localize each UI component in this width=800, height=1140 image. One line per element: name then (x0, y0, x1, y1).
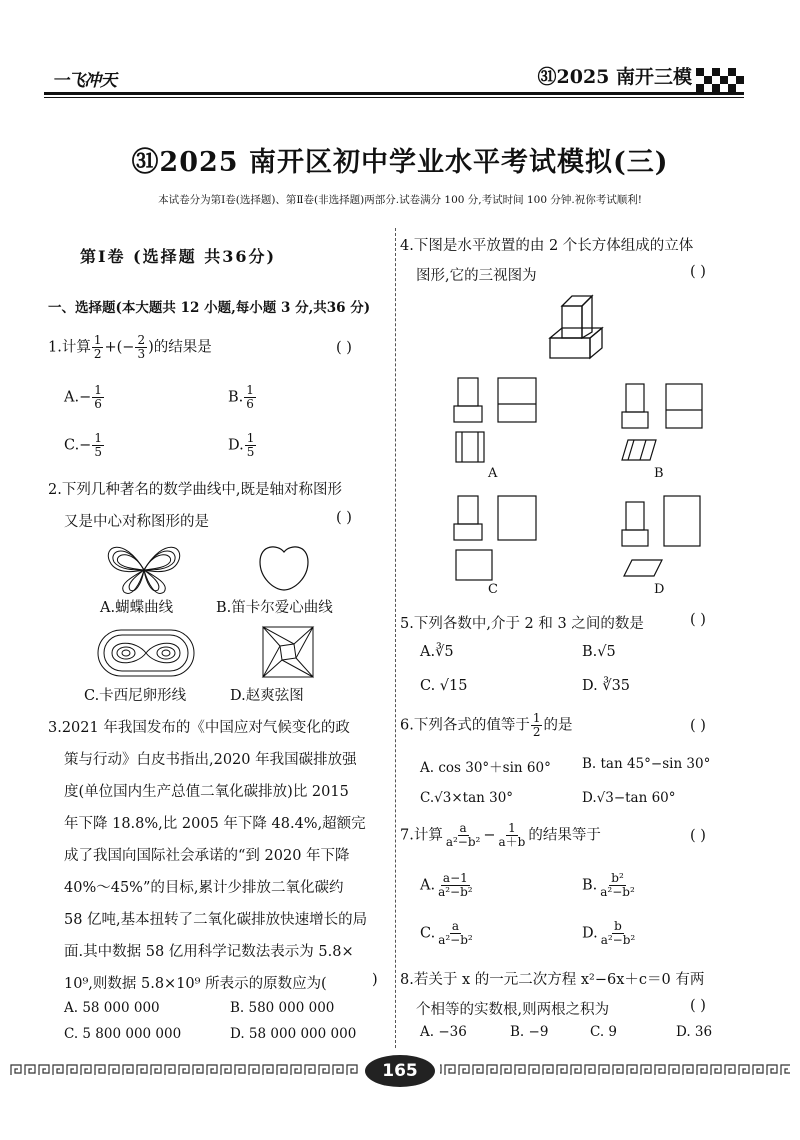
q1-b-label: B. (228, 389, 244, 406)
three-views-option-d-figure (616, 494, 706, 584)
q6-stem-end: 的是 (543, 717, 573, 734)
three-views-option-a-figure (450, 374, 540, 466)
q1-a-den: 6 (94, 397, 102, 412)
q7-b-num: b² (611, 871, 624, 885)
q1-b-den: 6 (246, 397, 254, 412)
cassini-oval-figure (96, 628, 196, 678)
solid-3d-figure (546, 292, 606, 360)
q7-option-a (420, 872, 476, 899)
section-title: 第Ⅰ卷 (选择题 共36分) (80, 247, 277, 266)
q1-c-frac (92, 432, 104, 459)
q7-b-frac (598, 872, 637, 899)
q7-c-frac (436, 920, 475, 947)
q3-line-6: 40%～45%”的目标,累计少排放二氧化碳约 (64, 880, 344, 896)
q7-c-den: a²−b² (438, 933, 473, 948)
q4-stem-line2: 图形,它的三视图为 (416, 268, 537, 284)
q8-option-b: B. −9 (510, 1024, 549, 1040)
q3-option-d: D. 58 000 000 000 (230, 1026, 357, 1042)
q6-frac (531, 712, 543, 739)
q7-c-num: a (451, 919, 460, 933)
q7-b-label: B. (582, 877, 598, 894)
q5-option-d: D. ∛35 (582, 678, 631, 694)
q6-num: 1 (532, 711, 541, 725)
q1-c-label: C.− (64, 437, 92, 454)
q1-fraction-1 (92, 334, 104, 361)
q7-f2-num: 1 (508, 821, 516, 835)
q7-frac-1 (444, 822, 483, 849)
q3-option-b: B. 580 000 000 (230, 1000, 335, 1016)
q1-d-label: D. (228, 437, 244, 454)
q7-f2-den: a＋b (498, 835, 526, 850)
q8-option-a: A. −36 (420, 1024, 467, 1040)
q6-option-b: B. tan 45°−sin 30° (582, 756, 711, 772)
header-logo: 一飞冲天 (52, 71, 116, 91)
q1-a-frac (92, 384, 104, 411)
q5-stem: 5.下列各数中,介于 2 和 3 之间的数是 (400, 616, 644, 632)
q3-paren-close: ) (372, 972, 378, 988)
q2-option-a: A.蝴蝶曲线 (100, 600, 174, 616)
q1-plus: +(− (104, 339, 135, 356)
q5-answer-paren: ( ) (690, 612, 706, 628)
q4-answer-paren: ( ) (690, 264, 706, 280)
q7-option-c (420, 920, 476, 947)
q1-fraction-2 (135, 334, 147, 361)
page-title: ㉛2025 南开区初中学业水平考试模拟(三) (131, 147, 669, 178)
q4-stem-line1: 4.下图是水平放置的由 2 个长方体组成的立体 (400, 238, 694, 254)
q7-stem-end: 的结果等于 (528, 827, 601, 844)
q7-b-den: a²−b² (600, 885, 635, 900)
q1-f1-num: 1 (93, 333, 102, 347)
q4-option-d-label: D (654, 582, 665, 597)
q7-a-label: A. (420, 877, 436, 894)
q7-option-b (582, 872, 638, 899)
q1-b-num: 1 (246, 383, 254, 397)
q3-line-7: 58 亿吨,基本扭转了二氧化碳排放快速增长的局 (64, 912, 368, 928)
q1-c-num: 1 (94, 431, 102, 445)
header-exam-tag: ㉛2025 南开三模 (537, 66, 692, 88)
q4-option-a-label: A (488, 466, 498, 481)
q6-stem (400, 712, 572, 739)
q3-line-2: 策与行动》白皮书指出,2020 年我国碳排放强 (64, 752, 357, 768)
q6-den: 2 (532, 725, 541, 740)
q1-a-num: 1 (94, 383, 102, 397)
q7-frac-2 (497, 822, 528, 849)
q3-line-4: 年下降 18.8%,比 2005 年下降 48.4%,超额完 (64, 816, 366, 832)
intro-text: 本试卷分为第Ⅰ卷(选择题)、第Ⅱ卷(非选择题)两部分.试卷满分 100 分,考试时间 100 分钟.祝你考试顺利! (158, 194, 642, 206)
q2-answer-paren: ( ) (336, 510, 352, 526)
q6-option-d: D.√3−tan 60° (582, 790, 676, 806)
q1-d-frac (245, 432, 257, 459)
q2-option-b: B.笛卡尔爱心曲线 (216, 600, 333, 616)
q6-option-a: A. cos 30°＋sin 60° (420, 760, 551, 776)
q1-f2-den: 3 (137, 347, 146, 362)
q1-option-b (228, 384, 257, 411)
q3-line-9: 10⁹,则数据 5.8×10⁹ 所表示的原数应为( (64, 976, 327, 992)
butterfly-curve-figure (104, 542, 184, 596)
q3-line-5: 成了我国向国际社会承诺的“到 2020 年下降 (64, 848, 350, 864)
q3-option-a: A. 58 000 000 (64, 1000, 160, 1016)
q7-a-frac (436, 872, 475, 899)
q1-stem (48, 334, 212, 361)
q7-d-frac (599, 920, 638, 947)
q1-f2-num: 2 (137, 333, 146, 347)
q1-d-den: 5 (246, 445, 255, 460)
q1-stem-text: 1.计算 (48, 339, 91, 356)
q7-d-den: a²−b² (600, 933, 636, 948)
q7-a-num: a−1 (442, 871, 468, 885)
q7-a-den: a²−b² (438, 885, 473, 900)
q1-c-den: 5 (94, 445, 102, 460)
q7-option-d (582, 920, 638, 947)
q2-stem-line2: 又是中心对称图形的是 (64, 514, 209, 530)
q4-option-b-label: B (654, 466, 664, 481)
section-subtitle: 一、选择题(本大题共 12 小题,每小题 3 分,共36 分) (48, 300, 371, 316)
q2-option-c: C.卡西尼卵形线 (84, 688, 187, 704)
q5-option-c: C. √15 (420, 678, 468, 694)
page-number-badge: 165 (365, 1055, 435, 1087)
three-views-option-c-figure (450, 494, 540, 584)
q1-option-c (64, 432, 105, 459)
q8-option-d: D. 36 (676, 1024, 713, 1040)
q7-minus: − (483, 827, 496, 844)
column-divider (395, 228, 396, 1048)
q5-option-b: B.√5 (582, 644, 616, 660)
q1-option-a (64, 384, 105, 411)
header-rule-thin (44, 97, 744, 98)
header-rule (44, 92, 744, 95)
q6-answer-paren: ( ) (690, 718, 706, 734)
q4-option-c-label: C (488, 582, 498, 597)
q8-stem-line1: 8.若关于 x 的一元二次方程 x²−6x＋c＝0 有两 (400, 972, 705, 988)
q6-option-c: C.√3×tan 30° (420, 790, 514, 806)
q3-line-1: 3.2021 年我国发布的《中国应对气候变化的政 (48, 720, 350, 736)
q1-a-label: A.− (64, 389, 92, 406)
q8-answer-paren: ( ) (690, 998, 706, 1014)
q5-option-a: A.∛5 (420, 644, 454, 660)
q2-option-d: D.赵爽弦图 (230, 688, 304, 704)
q1-option-d (228, 432, 257, 459)
zhao-shuang-diagram-figure (262, 626, 314, 678)
q1-f1-den: 2 (93, 347, 102, 362)
q7-d-num: b (614, 919, 622, 933)
q7-c-label: C. (420, 925, 436, 942)
q1-d-num: 1 (246, 431, 255, 445)
q3-line-3: 度(单位国内生产总值二氧化碳排放)比 2015 (64, 784, 349, 800)
q7-f1-num: a (459, 821, 467, 835)
q7-stem (400, 822, 601, 849)
q7-answer-paren: ( ) (690, 828, 706, 844)
q7-d-label: D. (582, 925, 598, 942)
q1-close: )的结果是 (148, 339, 212, 356)
q2-stem-line1: 2.下列几种著名的数学曲线中,既是轴对称图形 (48, 482, 342, 498)
q3-option-c: C. 5 800 000 000 (64, 1026, 182, 1042)
checker-decoration (696, 68, 744, 92)
q7-f1-den: a²−b² (445, 835, 481, 850)
q8-option-c: C. 9 (590, 1024, 618, 1040)
q1-answer-paren: ( ) (336, 340, 352, 356)
q7-stem-text: 7.计算 (400, 827, 443, 844)
q3-line-8: 面.其中数据 58 亿用科学记数法表示为 5.8× (64, 944, 354, 960)
heart-curve-figure (256, 544, 312, 592)
q6-stem-text: 6.下列各式的值等于 (400, 717, 530, 734)
three-views-option-b-figure (616, 380, 706, 466)
q1-b-frac (244, 384, 256, 411)
q8-stem-line2: 个相等的实数根,则两根之积为 (416, 1002, 610, 1018)
